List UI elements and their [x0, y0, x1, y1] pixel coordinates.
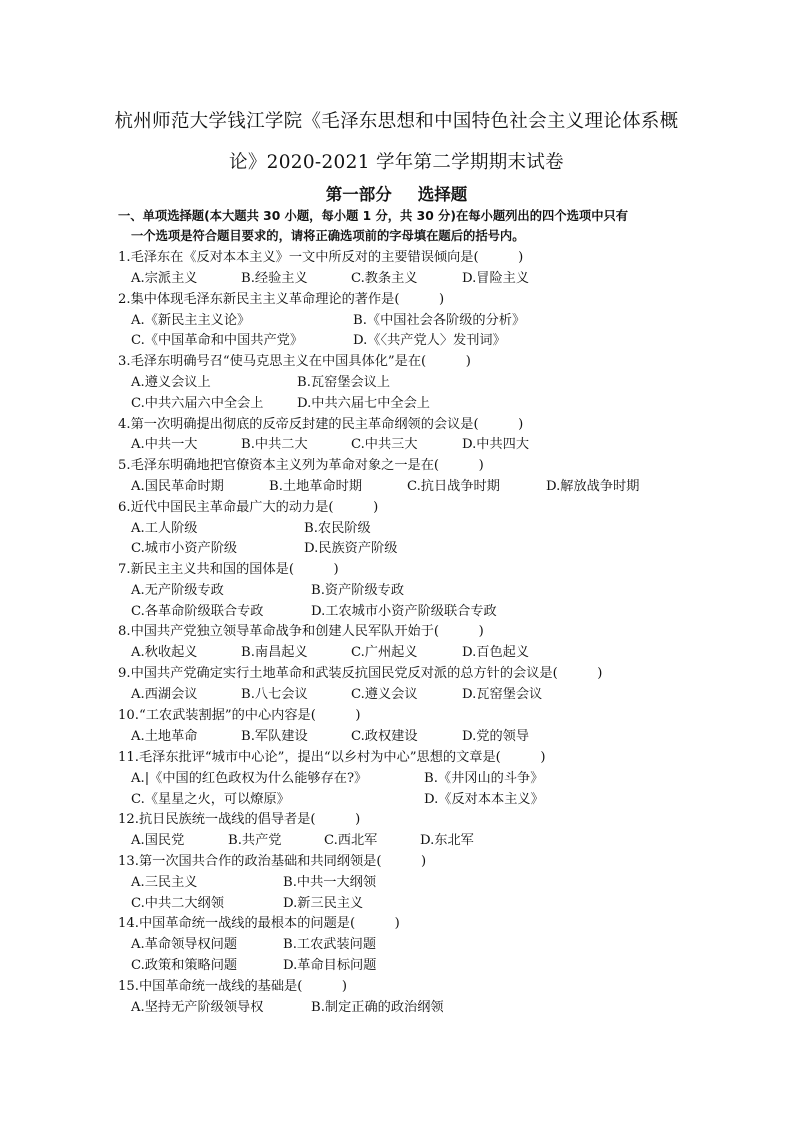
option: A.无产阶级专政	[131, 583, 224, 598]
option: A.中共一大	[131, 437, 198, 452]
question-stem: 5.毛泽东明确地把官僚资本主义列为革命对象之一是在( )	[118, 458, 484, 473]
option: C.政策和策略问题	[131, 958, 238, 973]
option: A.西湖会议	[131, 687, 198, 702]
question-stem: 15.中国革命统一战线的基础是( )	[118, 979, 348, 994]
exam-title-line-2: 论》2020-2021 学年第二学期期末试卷	[229, 152, 564, 173]
option: C.中共三大	[351, 437, 418, 452]
option: C.政权建设	[351, 729, 418, 744]
option: A.宗派主义	[131, 271, 198, 286]
option: D.百色起义	[462, 645, 530, 660]
option: B.中共一大纲领	[283, 875, 377, 890]
option: B.经验主义	[241, 271, 308, 286]
option: A.国民革命时期	[131, 479, 224, 494]
question-stem: 2.集中体现毛泽东新民主主义革命理论的著作是( )	[118, 292, 445, 307]
option: C.《星星之火，可以燎原》	[131, 792, 290, 807]
question-stem: 14.中国革命统一战线的最根本的问题是( )	[118, 916, 400, 931]
question-stem: 10.“工农武装割据”的中心内容是( )	[118, 708, 361, 723]
option: B.土地革命时期	[269, 479, 363, 494]
option: B.工农武装问题	[283, 937, 377, 952]
question-stem: 7.新民主主义共和国的国体是( )	[118, 562, 339, 577]
option: D.瓦窑堡会议	[462, 687, 543, 702]
part-name: 选择题	[417, 185, 468, 204]
option: A.|《中国的红色政权为什么能够存在?》	[131, 771, 368, 786]
option: A.坚持无产阶级领导权	[131, 1000, 264, 1015]
option: C.《中国革命和中国共产党》	[131, 333, 304, 348]
option: C.教条主义	[351, 271, 418, 286]
option: D.解放战争时期	[546, 479, 640, 494]
section-instruction-line-2: 一个选项是符合题目要求的，请将正确选项前的字母填在题后的括号内。	[131, 229, 525, 243]
option: B.《井冈山的斗争》	[424, 771, 544, 786]
question-stem: 9.中国共产党确定实行土地革命和武装反抗国民党反对派的总方针的会议是( )	[118, 666, 603, 681]
option: B.农民阶级	[304, 521, 371, 536]
option: D.工农城市小资产阶级联合专政	[311, 604, 497, 619]
exam-title-line-1: 杭州师范大学钱江学院《毛泽东思想和中国特色社会主义理论体系概	[114, 111, 679, 132]
part-heading	[0, 181, 793, 205]
option: D.革命目标问题	[283, 958, 377, 973]
option: D.《反对本本主义》	[424, 792, 544, 807]
question-stem: 11.毛泽东批评“城市中心论”，提出“以乡村为中心”思想的文章是( )	[118, 750, 546, 765]
question-stem: 3.毛泽东明确号召“使马克思主义在中国具体化”是在( )	[118, 354, 471, 369]
option: B.《中国社会各阶级的分析》	[353, 313, 526, 328]
option: B.中共二大	[241, 437, 308, 452]
question-stem: 4.第一次明确提出彻底的反帝反封建的民主革命纲领的会议是( )	[118, 417, 524, 432]
option: B.制定正确的政治纲领	[311, 1000, 444, 1015]
question-stem: 13.第一次国共合作的政治基础和共同纲领是( )	[118, 854, 427, 869]
option: B.八七会议	[241, 687, 308, 702]
option: D.中共四大	[462, 437, 530, 452]
option: B.军队建设	[241, 729, 308, 744]
option: B.共产党	[228, 833, 282, 848]
option: C.中共六届六中全会上	[131, 396, 264, 411]
option: A.遵义会议上	[131, 375, 211, 390]
question-stem: 12.抗日民族统一战线的倡导者是( )	[118, 812, 361, 827]
option: A.革命领导权问题	[131, 937, 238, 952]
option: D.民族资产阶级	[304, 541, 398, 556]
option: A.三民主义	[131, 875, 198, 890]
option: C.遵义会议	[351, 687, 418, 702]
option: A.土地革命	[131, 729, 198, 744]
question-stem: 1.毛泽东在《反对本本主义》一文中所反对的主要错误倾向是( )	[118, 250, 524, 265]
option: D.冒险主义	[462, 271, 530, 286]
option: D.新三民主义	[283, 896, 364, 911]
option: A.秋收起义	[131, 645, 198, 660]
question-stem: 8.中国共产党独立领导革命战争和创建人民军队开始于( )	[118, 624, 484, 639]
option: D.东北军	[420, 833, 474, 848]
option: C.广州起义	[351, 645, 418, 660]
option: C.西北军	[324, 833, 378, 848]
option: C.各革命阶级联合专政	[131, 604, 264, 619]
option: C.中共二大纲领	[131, 896, 224, 911]
option: B.南昌起义	[241, 645, 308, 660]
question-stem: 6.近代中国民主革命最广大的动力是( )	[118, 500, 379, 515]
option: A.国民党	[131, 833, 185, 848]
option: C.城市小资产阶级	[131, 541, 238, 556]
option: D.党的领导	[462, 729, 530, 744]
option: D.中共六届七中全会上	[297, 396, 430, 411]
option: A.《新民主主义论》	[131, 313, 251, 328]
part-label: 第一部分	[325, 185, 392, 204]
option: D.《〈共产党人〉发刊词》	[353, 333, 506, 348]
option: B.资产阶级专政	[311, 583, 405, 598]
option: C.抗日战争时期	[407, 479, 500, 494]
option: A.工人阶级	[131, 521, 198, 536]
option: B.瓦窑堡会议上	[297, 375, 391, 390]
section-instruction-line-1: 一、单项选择题(本大题共 30 小题，每小题 1 分，共 30 分)在每小题列出的四个选项中只有	[118, 209, 629, 223]
